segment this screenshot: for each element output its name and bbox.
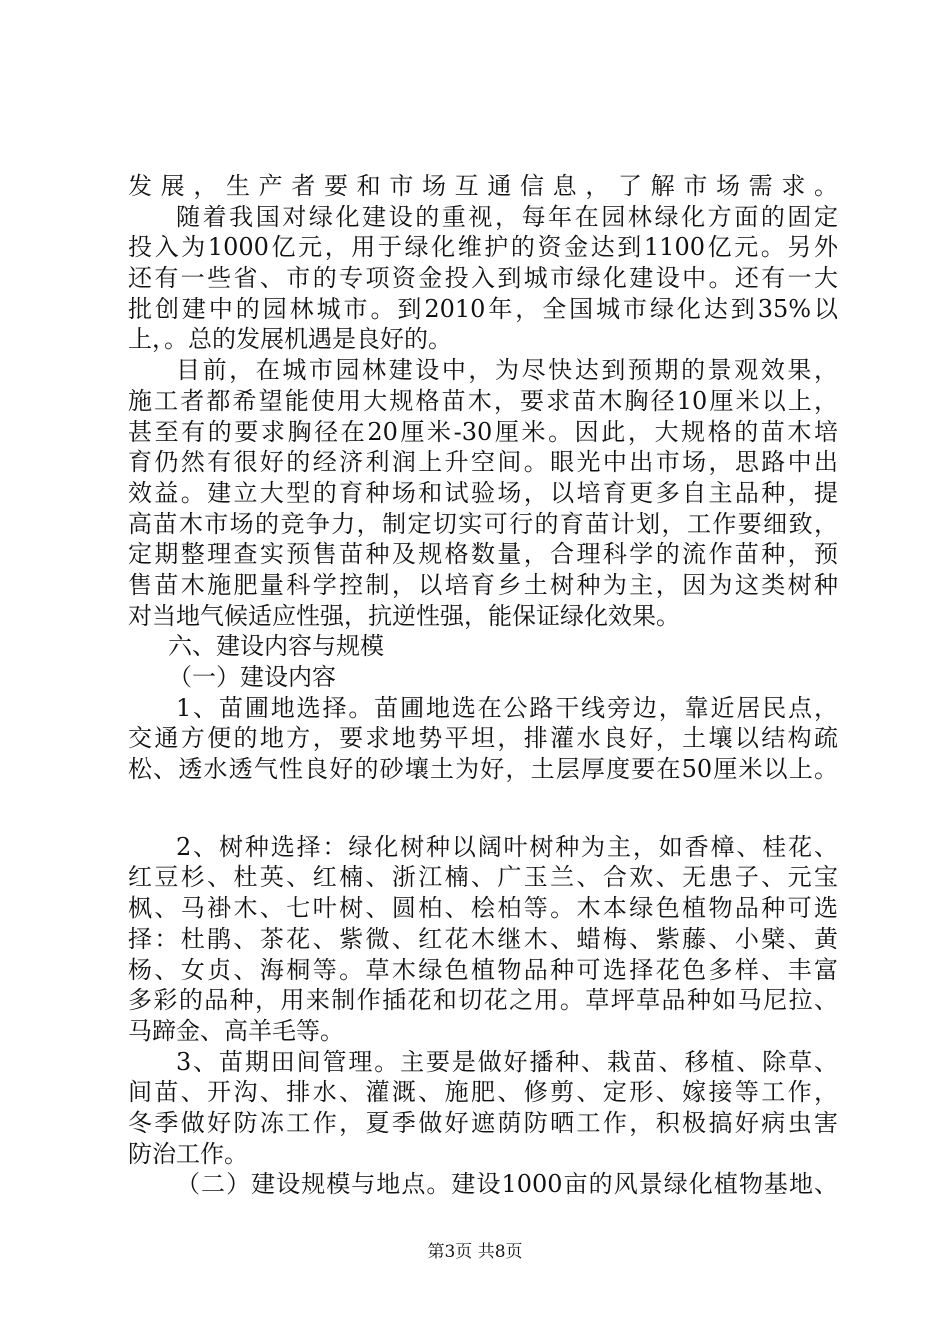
paragraph-gap [128, 785, 838, 832]
text-line: 2、树种选择：绿化树种以阔叶树种为主，如香樟、桂花、 [176, 832, 838, 861]
text-line: 择：杜鹃、茶花、紫微、红花木继木、蜡梅、紫藤、小檗、黄 [128, 924, 838, 953]
text-line: 高苗木市场的竞争力，制定切实可行的育苗计划，工作要细致， [128, 509, 838, 538]
text-line: 枫、马褂木、七叶树、圆柏、桧柏等。木本绿色植物品种可选 [128, 894, 838, 923]
text-line: 防治工作。 [128, 1139, 248, 1168]
text-line: 投入为1000亿元，用于绿化维护的资金达到1100亿元。另外 [128, 233, 838, 262]
text-line: 售苗木施肥量科学控制，以培育乡土树种为主，因为这类树种 [128, 570, 838, 599]
text-line: 3、苗期田间管理。主要是做好播种、栽苗、移植、除草、 [176, 1047, 838, 1076]
text-line: 批创建中的园林城市。到2010年，全国城市绿化达到35%以 [128, 294, 838, 323]
text-line: 多彩的品种，用来制作插花和切花之用。草坪草品种如马尼拉、 [128, 986, 838, 1015]
text-line: 效益。建立大型的育种场和试验场，以培育更多自主品种，提 [128, 478, 838, 507]
text-line: 间苗、开沟、排水、灌溉、施肥、修剪、定形、嫁接等工作， [128, 1078, 838, 1107]
text-line: 定期整理查实预售苗种及规格数量，合理科学的流作苗种，预 [128, 540, 838, 569]
text-line: 上，。总的发展机遇是良好的。 [128, 325, 452, 354]
subsection-heading: （一）建设内容 [168, 663, 336, 691]
text-line: 还有一些省、市的专项资金投入到城市绿化建设中。还有一大 [128, 264, 838, 293]
text-line: 育仍然有很好的经济利润上升空间。眼光中出市场，思路中出 [128, 448, 838, 477]
text-line: 对当地气候适应性强，抗逆性强，能保证绿化效果。 [128, 601, 680, 630]
text-line: 松、透水透气性良好的砂壤土为好，土层厚度要在50厘米以上。 [128, 755, 838, 784]
text-line: 冬季做好防冻工作，夏季做好遮荫防晒工作，积极搞好病虫害 [128, 1108, 838, 1137]
text-line: 杨、女贞、海桐等。草木绿色植物品种可选择花色多样、丰富 [128, 955, 838, 984]
text-line: 马蹄金、高羊毛等。 [128, 1016, 344, 1045]
text-line: 红豆杉、杜英、红楠、浙江楠、广玉兰、合欢、无患子、元宝 [128, 863, 838, 892]
text-line: 施工者都希望能使用大规格苗木，要求苗木胸径10厘米以上， [128, 386, 838, 415]
page-number-footer: 第3页 共8页 [427, 1242, 523, 1262]
text-line: 发展，生产者要和市场互通信息，了解市场需求。 [128, 172, 838, 200]
text-line: （二）建设规模与地点。建设1000亩的风景绿化植物基地、 [176, 1170, 838, 1199]
text-line: 目前，在城市园林建设中，为尽快达到预期的景观效果， [176, 356, 838, 385]
section-heading: 六、建设内容与规模 [168, 632, 384, 661]
text-line: 随着我国对绿化建设的重视，每年在园林绿化方面的固定 [176, 202, 838, 231]
text-line: 1、苗圃地选择。苗圃地选在公路干线旁边，靠近居民点， [176, 693, 838, 722]
document-body [128, 171, 838, 1200]
text-line: 交通方便的地方，要求地势平坦，排灌水良好，土壤以结构疏 [128, 724, 838, 753]
text-line: 甚至有的要求胸径在20厘米-30厘米。因此，大规格的苗木培 [128, 417, 838, 446]
